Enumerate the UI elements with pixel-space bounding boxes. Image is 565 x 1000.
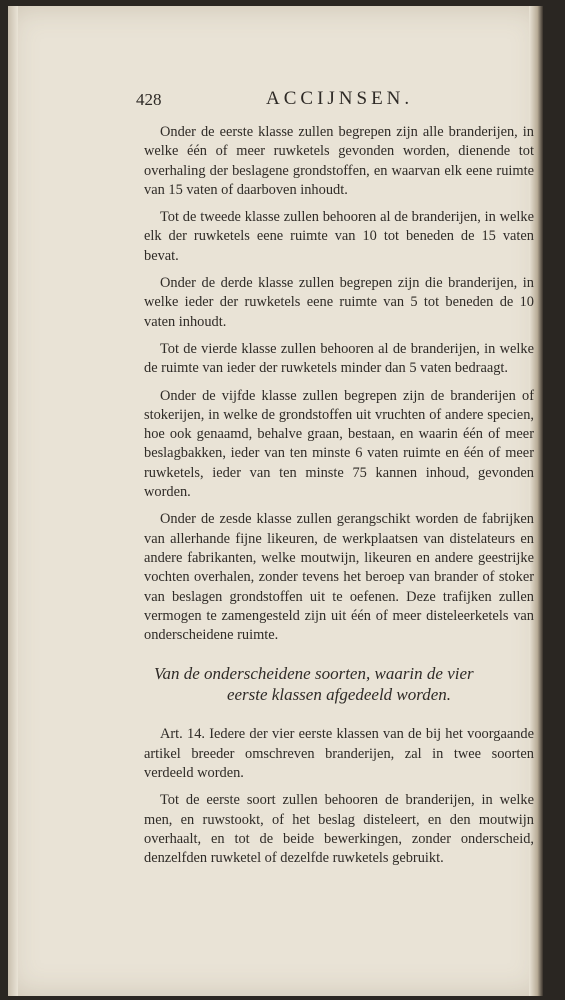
paragraph-class-5: Onder de vijfde klasse zullen begrepen zijn de branderijen of stokerijen, in welke de grondstoffen uit vruchten of andere specien, hoe ook genaamd, behalve graan, bestaan, en waarin één of meer beslagbakken, ieder van ten minste 6 vaten ruimte en één of meer ruwketels, ieder van ten minste 75 kannen inhoud, gevonden worden.: [144, 387, 534, 501]
book-page: [8, 6, 543, 996]
paragraph-article-14: Art. 14. Iedere der vier eerste klassen van de bij het voorgaande artikel breeder omschreven branderijen, zal in twee soorten verdeeld worden.: [144, 726, 534, 782]
page-number: 428: [136, 90, 162, 109]
running-header: [136, 88, 516, 114]
section-heading-line-2: eerste klassen afgedeeld worden.: [226, 685, 452, 705]
paragraph-class-6: Onder de zesde klasse zullen gerangschikt worden de fabrijken van allerhande fijne likeuren, de werkplaatsen van distelateurs en andere fabrikanten, welke moutwijn, likeuren en andere geestrijke vochten overhalen, zonder tevens het beroep van brander of stoker van beslagen grondstoffen uit te oefenen. Deze trafijken zullen vermogen te zamengesteld zijn uit één of meer disteleerketels van onderscheidene ruimte.: [144, 511, 534, 644]
section-heading-line-1: Van de onderscheidene soorten, waarin de vier: [154, 664, 474, 684]
paragraph-class-1: Onder de eerste klasse zullen begrepen zijn alle branderijen, in welke één of meer ruwketels gevonden worden, dienende tot overhaling der beslagene grondstoffen, en waarvan elk eene ruimte van 15 vaten of daarboven inhoudt.: [144, 124, 534, 198]
page-gutter: [8, 6, 18, 996]
paragraph-class-4: Tot de vierde klasse zullen behooren al de branderijen, in welke de ruimte van ieder der ruwketels minder dan 5 vaten bedraagt.: [144, 340, 534, 377]
paragraph-first-sort: Tot de eerste soort zullen behooren de branderijen, in welke men, en ruwstookt, of het beslag disteleert, en den moutwijn overhaalt, en tot de beide bewerkingen, zonder onderscheid, denzelfden ruwketel of dezelfde ruwketels gebruikt.: [144, 792, 534, 867]
section-heading: [144, 663, 534, 705]
paragraph-class-3: Onder de derde klasse zullen begrepen zijn die branderijen, in welke ieder der ruwketels eene ruimte van 5 tot beneden de 10 vaten inhoudt.: [144, 275, 534, 330]
running-title: ACCIJNSEN.: [266, 88, 414, 109]
body-text: [144, 123, 534, 877]
paragraph-class-2: Tot de tweede klasse zullen behooren al de branderijen, in welke elk der ruwketels eene ruimte van 10 tot beneden de 15 vaten bevat.: [144, 209, 534, 264]
